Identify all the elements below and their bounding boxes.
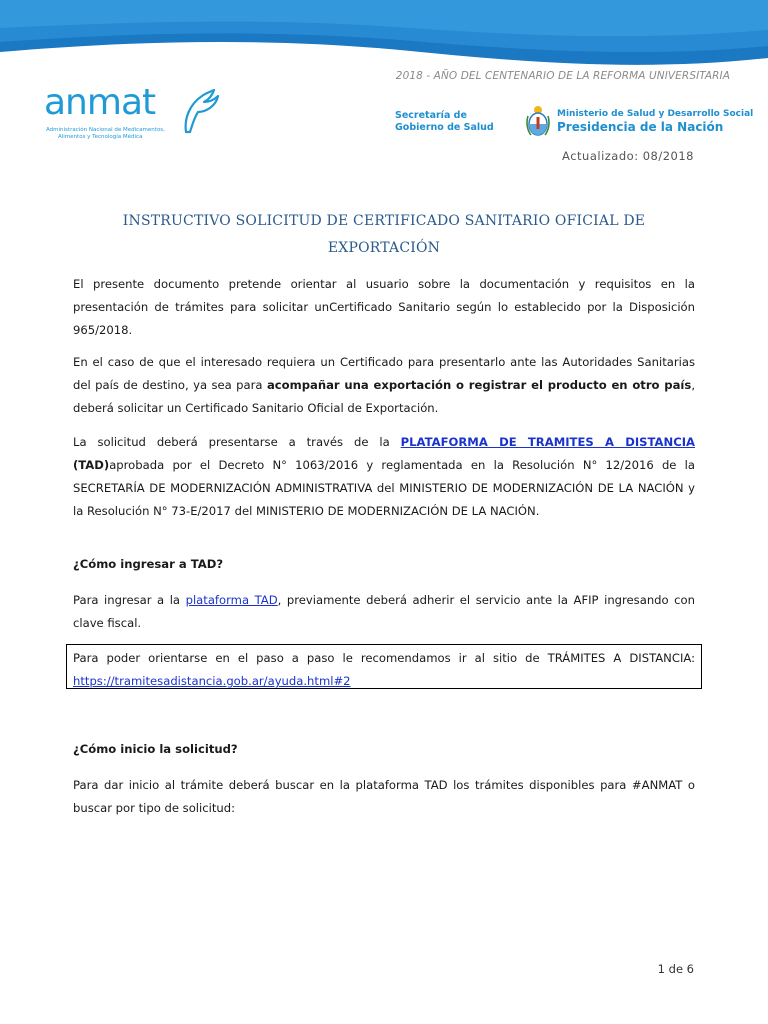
argentina-coat-of-arms-icon: [525, 104, 551, 138]
tip-text: Para poder orientarse en el paso a paso le recomendamos ir al sitio de TRÁMITES A DISTANCIA: https://tramitesadistancia.gob.ar/ayuda.html#2: [73, 651, 695, 688]
header-wave-banner: [0, 0, 768, 70]
start-paragraph: Para dar inicio al trámite deberá buscar en la plataforma TAD los trámites disponibles para #ANMAT o buscar por tipo de solicitud:: [73, 778, 695, 815]
ministerio-label: Ministerio de Salud y Desarrollo Social Presidencia de la Nación: [557, 109, 754, 134]
anmat-logo-figure-icon: [180, 88, 220, 134]
page-number: 1 de 6: [657, 962, 694, 976]
how-to-enter-heading: ¿Cómo ingresar a TAD?: [73, 557, 224, 571]
export-paragraph: En el caso de que el interesado requiera un Certificado para presentarlo ante las Autoridades Sanitarias del país de destino, ya sea para acompañar una exportación o registrar el producto en otro país, deberá solicitar un Certificado Sanitario Oficial de Exportación.: [73, 355, 695, 415]
centenary-header-line: 2018 - AÑO DEL CENTENARIO DE LA REFORMA UNIVERSITARIA: [395, 70, 730, 82]
tad-link[interactable]: plataforma TAD: [185, 593, 278, 607]
enter-tad-paragraph: Para ingresar a la plataforma TAD, previamente deberá adherir el servicio ante la AFIP ingresando con clave fiscal.: [73, 593, 695, 630]
help-url-link[interactable]: https://tramitesadistancia.gob.ar/ayuda.html#2: [73, 674, 351, 688]
intro-paragraph: El presente documento pretende orientar al usuario sobre la documentación y requisitos en la presentación de trámites para solicitar unCertificado Sanitario según lo establecido por la Disposición 965/2018.: [73, 277, 695, 337]
tad-abbreviation: (TAD): [73, 458, 110, 472]
anmat-logo: [44, 82, 224, 148]
tad-paragraph: La solicitud deberá presentarse a través de la PLATAFORMA DE TRAMITES A DISTANCIA (TAD)aprobada por el Decreto N° 1063/2016 y reglamentada en la Resolución N° 12/2016 de la SECRETARÍA DE MODERNIZACIÓN ADMINISTRATIVA del MINISTERIO DE MODERNIZACIÓN DE LA NACIÓN y la Resolución N° 73-E/2017 del MINISTERIO DE MODERNIZACIÓN DE LA NACIÓN.: [73, 435, 695, 518]
export-emphasis: acompañar una exportación o registrar el producto en otro país: [266, 378, 692, 392]
tip-box: [66, 644, 702, 689]
how-to-start-heading: ¿Cómo inicio la solicitud?: [73, 742, 238, 756]
anmat-logo-word: anmat: [44, 82, 156, 123]
document-title: INSTRUCTIVO SOLICITUD DE CERTIFICADO SANITARIO OFICIAL DE EXPORTACIÓN: [122, 213, 646, 256]
secretaria-label: Secretaría de Gobierno de Salud: [395, 110, 494, 133]
tad-platform-link[interactable]: PLATAFORMA DE TRAMITES A DISTANCIA: [400, 435, 695, 449]
updated-date: Actualizado: 08/2018: [562, 149, 694, 163]
anmat-logo-subtitle: Administración Nacional de Medicamentos, Alimentos y Tecnología Médica: [46, 127, 165, 140]
